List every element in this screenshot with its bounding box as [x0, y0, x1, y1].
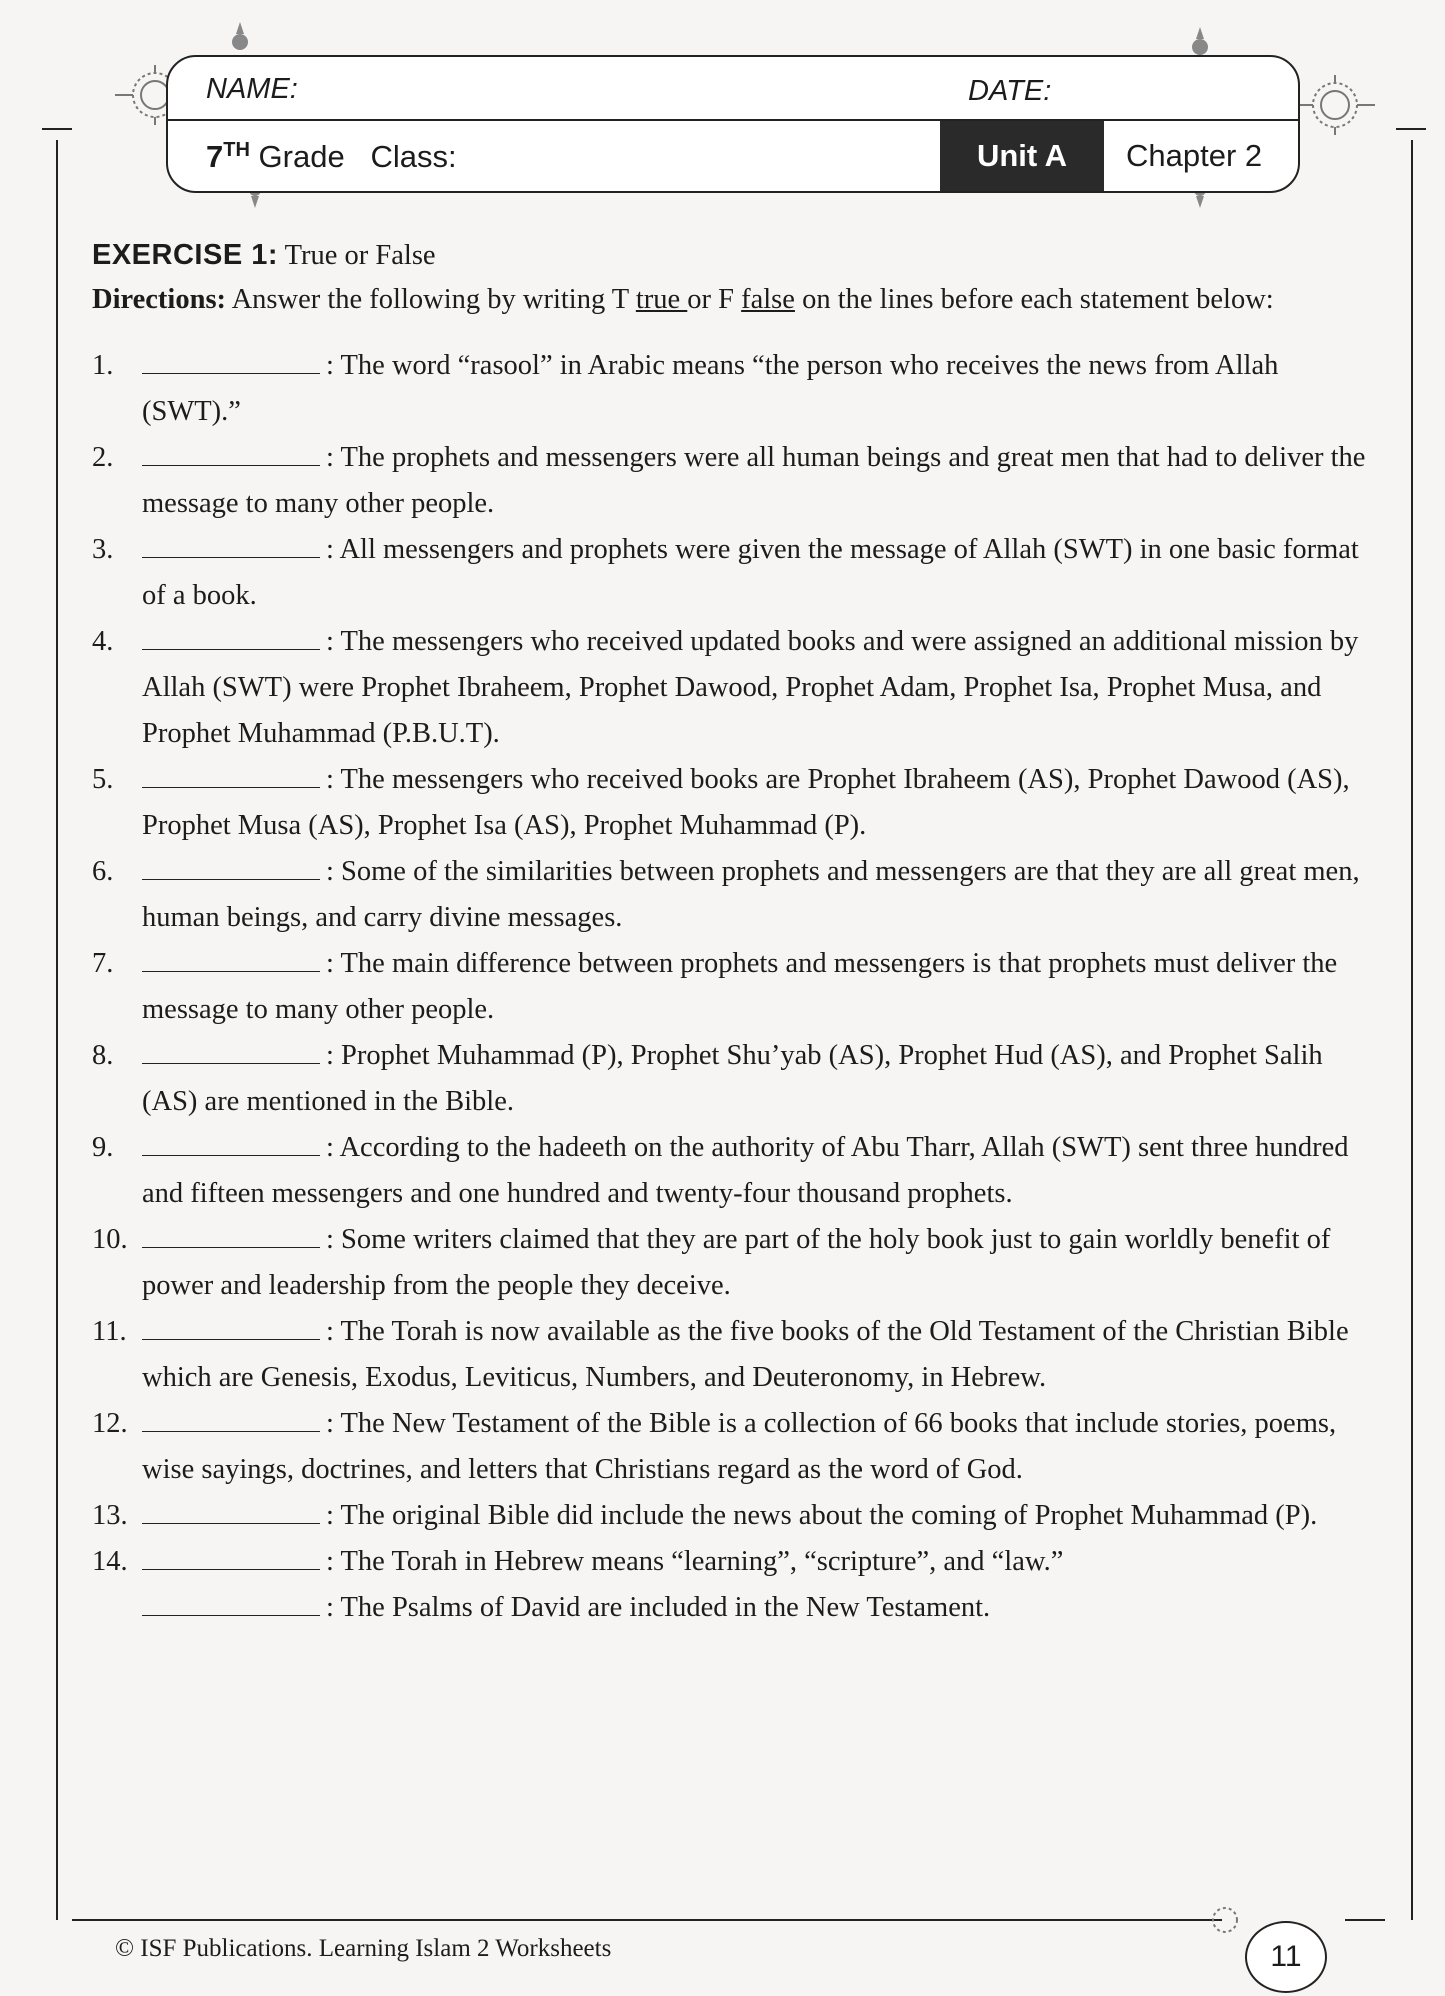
directions-false: false — [741, 284, 795, 315]
directions-true: true — [635, 284, 688, 315]
grade-class-label — [206, 139, 457, 175]
answer-blank[interactable] — [142, 441, 320, 466]
unit-label: Unit A — [940, 121, 1104, 191]
frame-top-left-stub — [42, 128, 72, 130]
ornament-top-center-icon — [215, 20, 265, 60]
list-item — [92, 1539, 1372, 1585]
list-item — [92, 757, 1372, 849]
item-text: : All messengers and prophets were given the message of Allah (SWT) in one basic format of a book. — [142, 534, 1359, 611]
item-number: 6. — [92, 856, 114, 887]
item-number: 11. — [92, 1316, 127, 1347]
footer-copyright: © ISF Publications. Learning Islam 2 Worksheets — [115, 1935, 612, 1962]
item-number: 1. — [92, 350, 114, 381]
worksheet-header — [166, 55, 1300, 193]
answer-blank[interactable] — [142, 1131, 320, 1156]
directions-text-a: Answer the following by writing T — [226, 284, 636, 315]
item-number: 9. — [92, 1132, 114, 1163]
exercise-title: EXERCISE 1: — [92, 239, 278, 271]
page-number: 11 — [1245, 1921, 1327, 1993]
item-number: 5. — [92, 764, 114, 795]
item-number: 13. — [92, 1500, 128, 1531]
answer-blank[interactable] — [142, 947, 320, 972]
answer-blank[interactable] — [142, 1315, 320, 1340]
answer-blank[interactable] — [142, 1591, 320, 1616]
list-item — [92, 1493, 1372, 1539]
item-number: 8. — [92, 1040, 114, 1071]
item-number: 12. — [92, 1408, 128, 1439]
answer-blank[interactable] — [142, 1545, 320, 1570]
answer-blank[interactable] — [142, 1499, 320, 1524]
item-text: : The original Bible did include the news about the coming of Prophet Muhammad (P). — [326, 1500, 1318, 1531]
item-text: : The New Testament of the Bible is a collection of 66 books that include stories, poems, wise sayings, doctrines, and letters that Christians regard as the word of God. — [142, 1408, 1337, 1485]
frame-right-border — [1411, 140, 1413, 1920]
item-number: 3. — [92, 534, 114, 565]
directions — [92, 279, 1372, 321]
list-item — [92, 1401, 1372, 1493]
list-item — [92, 1217, 1372, 1309]
answer-blank[interactable] — [142, 1223, 320, 1248]
directions-text-b: or F — [687, 284, 742, 315]
list-item — [92, 527, 1372, 619]
item-text: : The messengers who received updated books and were assigned an additional mission by Allah (SWT) were Prophet Ibraheem, Prophet Dawood, Prophet Adam, Prophet Isa, Prophet Musa, and Prophet Muhammad (P.B.U.T). — [142, 626, 1359, 749]
answer-blank[interactable] — [142, 1039, 320, 1064]
item-text: : The main difference between prophets and messengers is that prophets must deliver the message to many other people. — [142, 948, 1338, 1025]
exercise-title-line — [92, 232, 1372, 279]
frame-bottom-right-border — [1345, 1919, 1385, 1921]
date-label: DATE: — [968, 75, 1052, 107]
question-list — [92, 343, 1372, 1631]
ornament-top-right-icon — [1290, 70, 1380, 140]
list-item — [92, 849, 1372, 941]
list-item — [92, 619, 1372, 757]
item-text: : The messengers who received books are Prophet Ibraheem (AS), Prophet Dawood (AS), Prophet Musa (AS), Prophet Isa (AS), Prophet Muhammad (P). — [142, 764, 1350, 841]
item-text: : Some of the similarities between prophets and messengers are that they are all great men, human beings, and carry divine messages. — [142, 856, 1360, 933]
list-item — [92, 1585, 1372, 1631]
answer-blank[interactable] — [142, 855, 320, 880]
answer-blank[interactable] — [142, 1407, 320, 1432]
list-item — [92, 343, 1372, 435]
list-item — [92, 941, 1372, 1033]
item-number: 4. — [92, 626, 114, 657]
grade-number: 7 — [206, 139, 224, 174]
ornament-bottom-right-icon — [1195, 1895, 1255, 1945]
item-text: : The Psalms of David are included in the New Testament. — [326, 1592, 991, 1623]
chapter-label: Chapter 2 — [1126, 138, 1263, 173]
frame-top-right-stub — [1396, 128, 1426, 130]
answer-blank[interactable] — [142, 763, 320, 788]
item-text: : The prophets and messengers were all human beings and great men that had to deliver the message to many other people. — [142, 442, 1366, 519]
list-item — [92, 1309, 1372, 1401]
list-item — [92, 1033, 1372, 1125]
name-label: NAME: — [206, 73, 298, 105]
grade-class-text: Grade Class: — [249, 139, 457, 174]
frame-left-border — [56, 140, 58, 1920]
item-number: 10. — [92, 1224, 128, 1255]
answer-blank[interactable] — [142, 625, 320, 650]
item-text: : The Torah is now available as the five books of the Old Testament of the Christian Bible which are Genesis, Exodus, Leviticus, Numbers, and Deuteronomy, in Hebrew. — [142, 1316, 1349, 1393]
item-text: : According to the hadeeth on the authority of Abu Tharr, Allah (SWT) sent three hundred and fifteen messengers and one hundred and twenty-four thousand prophets. — [142, 1132, 1349, 1209]
directions-text-c: on the lines before each statement below: — [794, 284, 1274, 315]
header-row-class — [168, 121, 1298, 191]
item-number: 14. — [92, 1546, 128, 1577]
item-text: : Some writers claimed that they are part of the holy book just to gain worldly benefit of power and leadership from the people they deceive. — [142, 1224, 1331, 1301]
list-item — [92, 1125, 1372, 1217]
item-text: : The word “rasool” in Arabic means “the person who receives the news from Allah (SWT).” — [142, 350, 1279, 427]
answer-blank[interactable] — [142, 533, 320, 558]
answer-blank[interactable] — [142, 349, 320, 374]
directions-label: Directions: — [92, 284, 227, 315]
frame-bottom-border — [72, 1919, 1222, 1921]
list-item — [92, 435, 1372, 527]
exercise-subtitle: True or False — [278, 240, 436, 271]
header-row-name-date — [168, 57, 1298, 121]
item-number: 2. — [92, 442, 114, 473]
item-text: : Prophet Muhammad (P), Prophet Shu’yab (AS), Prophet Hud (AS), and Prophet Salih (AS) are mentioned in the Bible. — [142, 1040, 1323, 1117]
exercise-content — [92, 232, 1372, 1631]
grade-ordinal-suffix: TH — [223, 139, 250, 161]
item-number: 7. — [92, 948, 114, 979]
item-text: : The Torah in Hebrew means “learning”, “scripture”, and “law.” — [326, 1546, 1064, 1577]
